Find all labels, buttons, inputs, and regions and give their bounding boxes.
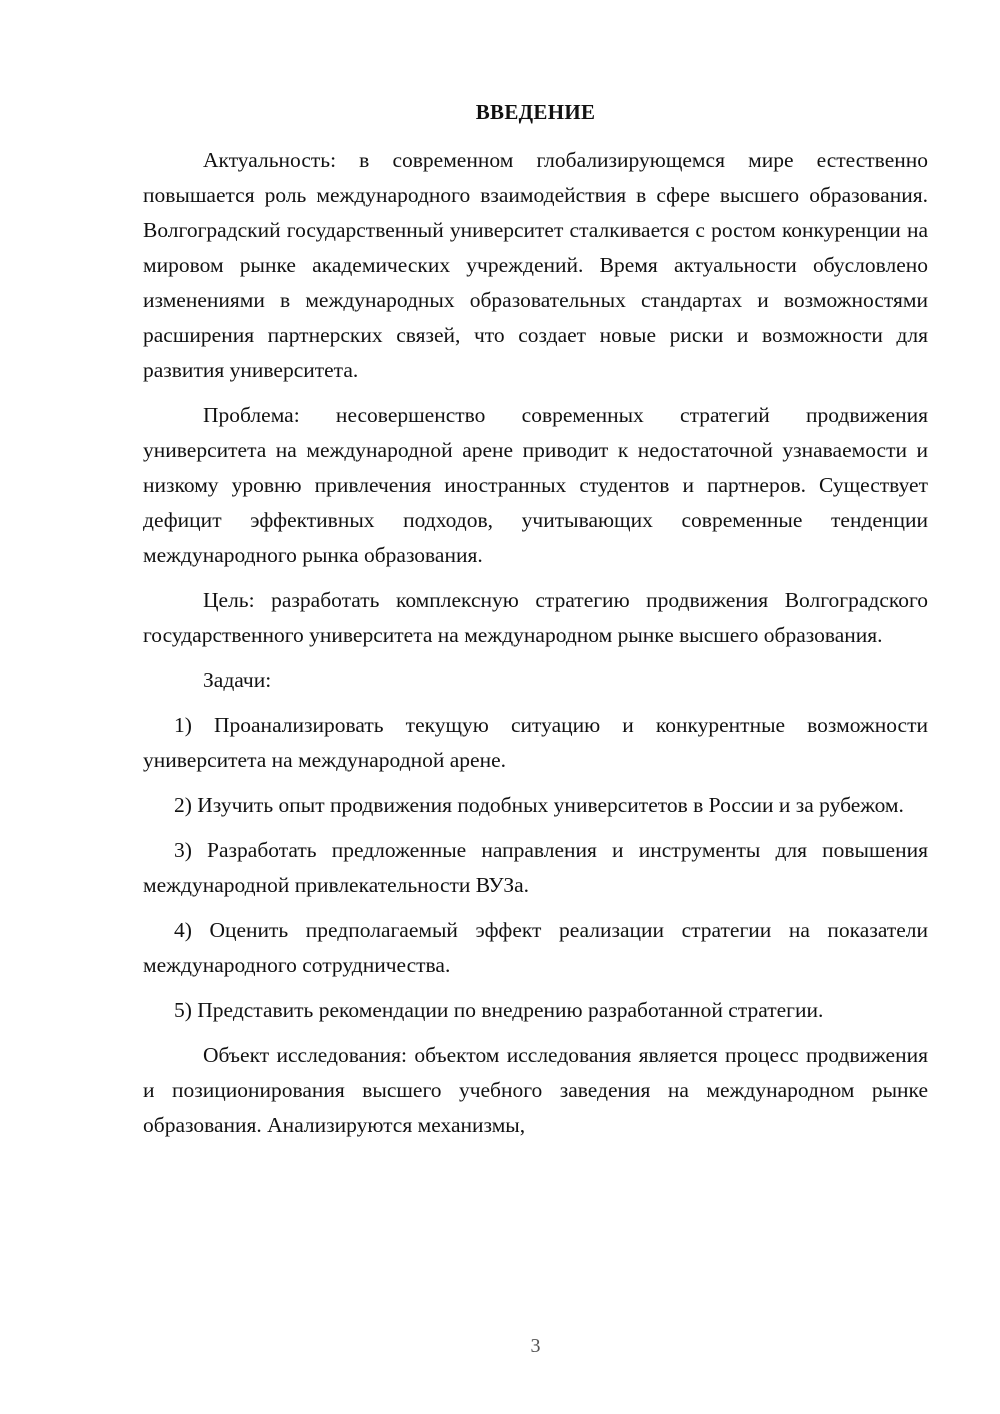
task-item-3: 3) Разработать предложенные направления и инструменты для повышения международной привлекательности ВУЗа. <box>143 838 928 897</box>
document-page <box>143 0 928 1414</box>
section-heading: ВВЕДЕНИЕ <box>475 100 596 124</box>
task-item-4: 4) Оценить предполагаемый эффект реализации стратегии на показатели международного сотрудничества. <box>143 918 928 977</box>
task-item-5: 5) Представить рекомендации по внедрению разработанной стратегии. <box>174 998 824 1022</box>
task-item-1: 1) Проанализировать текущую ситуацию и конкурентные возможности университета на международной арене. <box>143 713 928 772</box>
task-item-2: 2) Изучить опыт продвижения подобных университетов в России и за рубежом. <box>174 793 904 817</box>
relevance-paragraph: Актуальность: в современном глобализирующемся мире естественно повышается роль международного взаимодействия в сфере высшего образования. Волгоградский государственный университет сталкивается с ростом конкуренции на мировом рынке академических учреждений. Время актуальности обусловлено изменениями в международных образовательных стандартах и возможностями расширения партнерских связей, что создает новые риски и возможности для развития университета. <box>143 148 928 382</box>
page-body <box>143 143 928 1143</box>
goal-paragraph: Цель: разработать комплексную стратегию продвижения Волгоградского государственного университета на международном рынке высшего образования. <box>143 588 928 647</box>
page-number: 3 <box>530 1335 541 1357</box>
object-paragraph: Объект исследования: объектом исследования является процесс продвижения и позиционирования высшего учебного заведения на международном рынке образования. Анализируются механизмы, <box>143 1043 928 1137</box>
problem-paragraph: Проблема: несовершенство современных стратегий продвижения университета на международной арене приводит к недостаточной узнаваемости и низкому уровню привлечения иностранных студентов и партнеров. Существует дефицит эффективных подходов, учитывающих современные тенденции международного рынка образования. <box>143 403 928 567</box>
tasks-label: Задачи: <box>203 668 272 692</box>
